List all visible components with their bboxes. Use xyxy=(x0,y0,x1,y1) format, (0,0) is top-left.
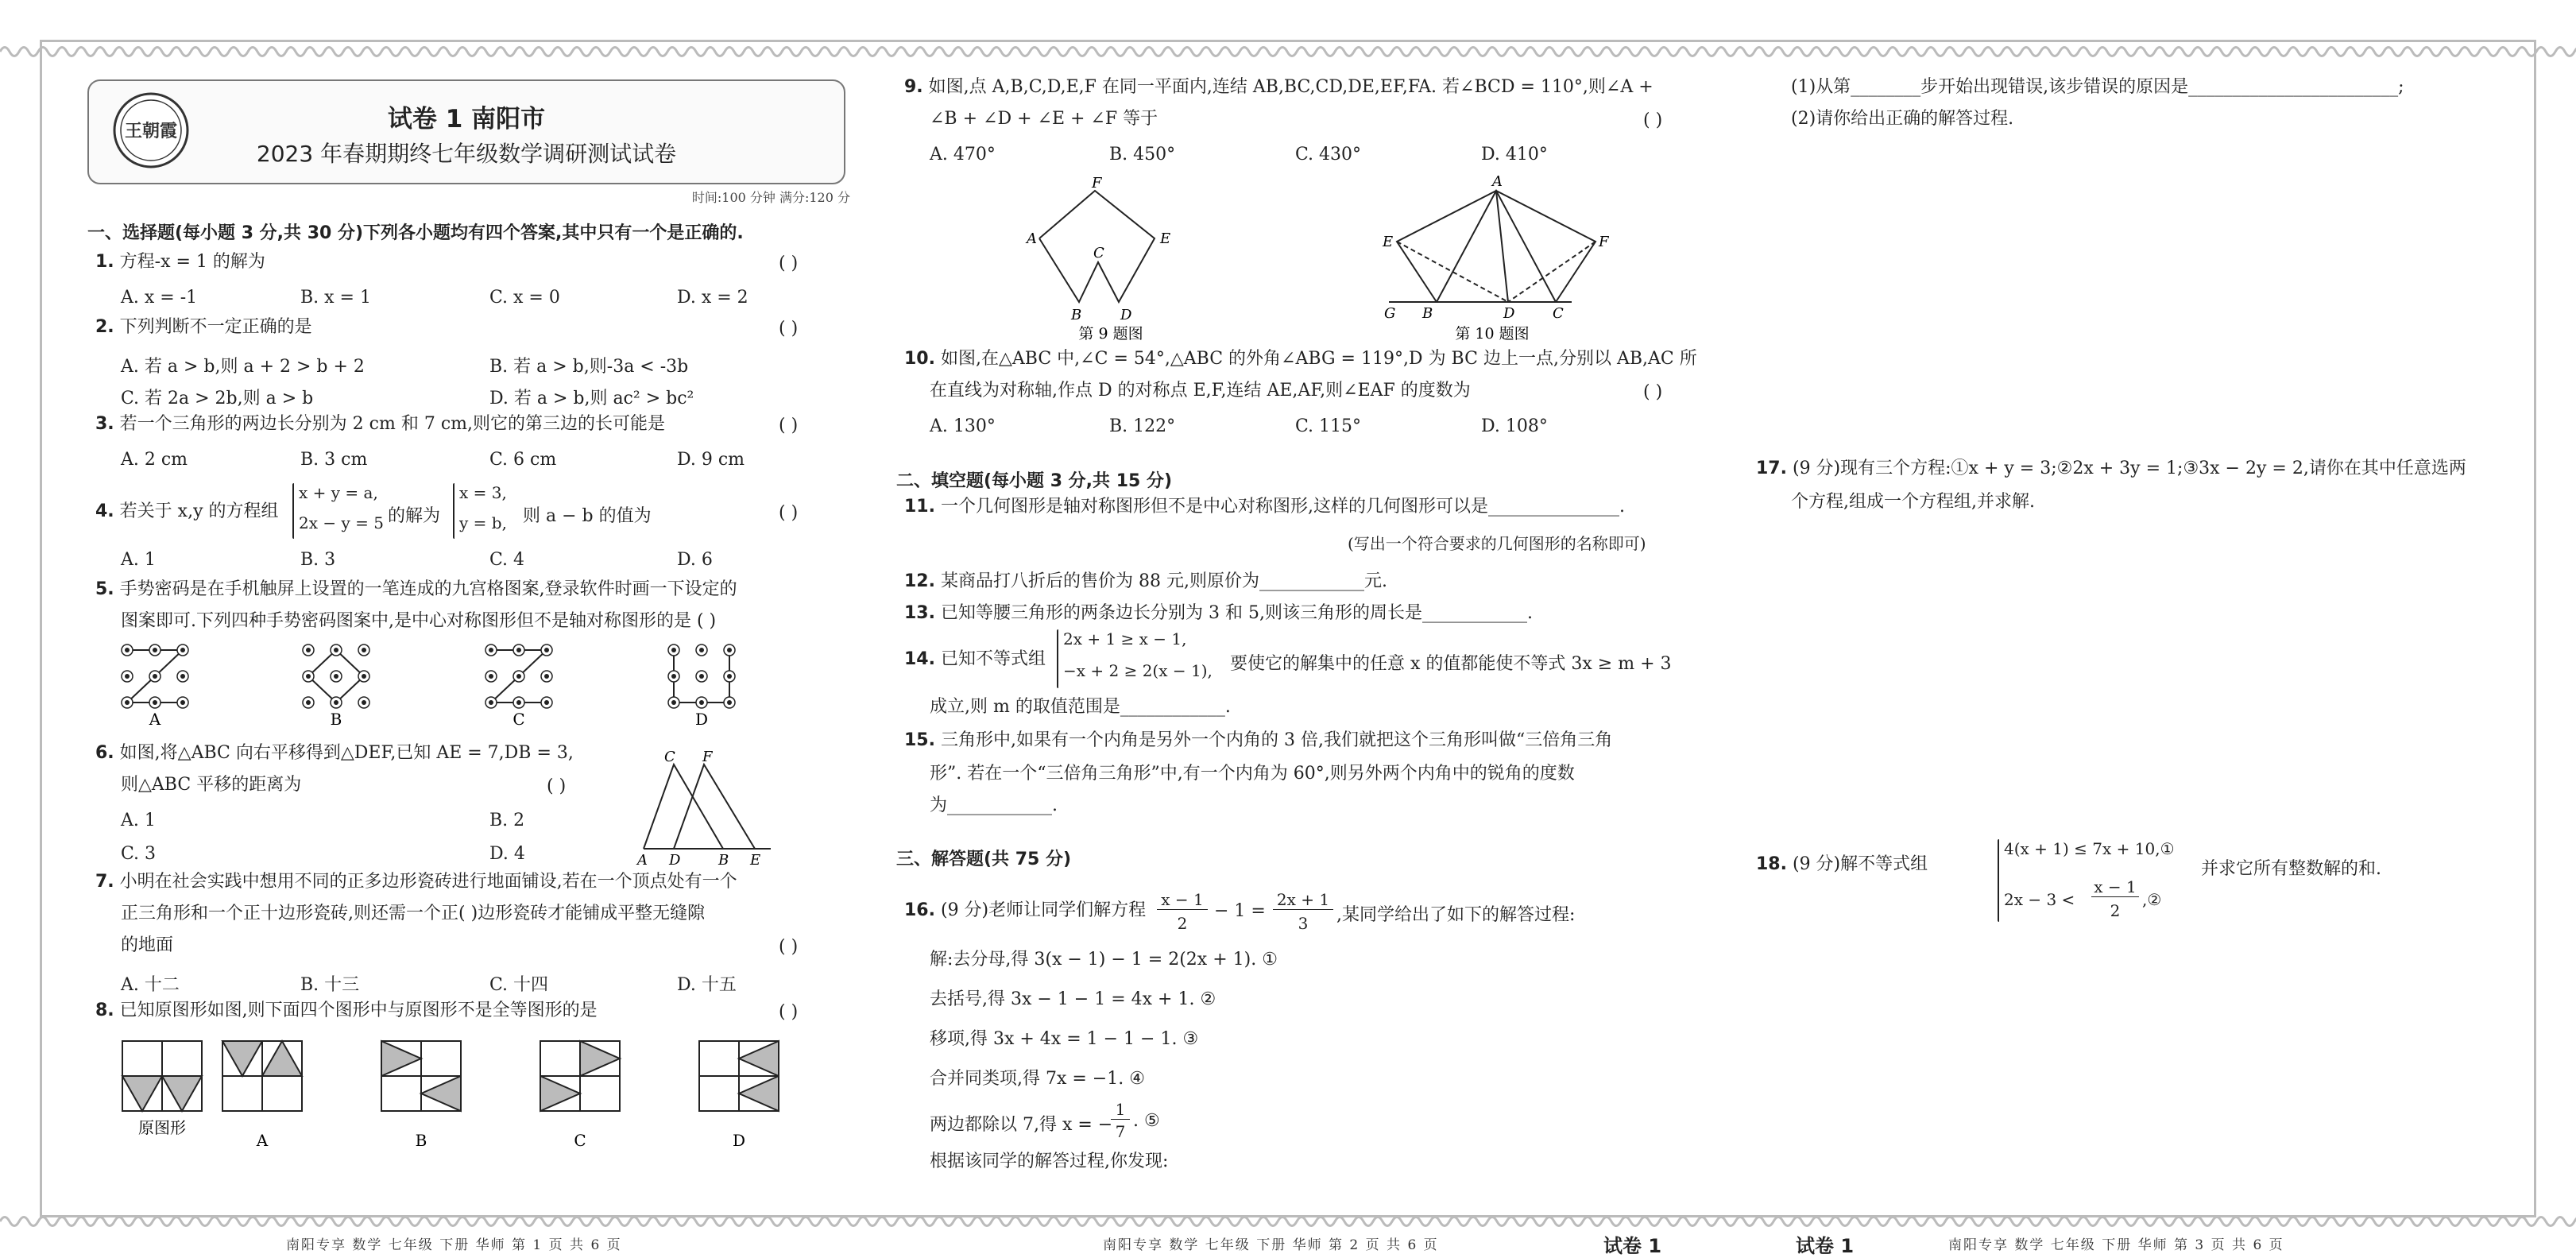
answer-paren: ( ) xyxy=(1643,110,1663,130)
label-b: B xyxy=(415,1131,427,1150)
choice-b: B. 122° xyxy=(1109,416,1176,436)
svg-text:F: F xyxy=(1092,175,1102,192)
solution-eq-1: x = 3, xyxy=(459,483,507,502)
q18-post: 并求它所有整数解的和. xyxy=(2201,859,2381,879)
q-number: 2. xyxy=(95,317,114,337)
title-box xyxy=(87,79,845,184)
question-14-line-2: 成立,则 m 的取值范围是____________. xyxy=(930,697,1231,717)
label-a: A xyxy=(256,1131,269,1150)
system-eq-1: 4(x + 1) ≤ 7x + 10,① xyxy=(2004,839,2175,858)
q-stem: 三角形中,如果有一个内角是另外一个内角的 3 倍,我们就把这个三角形叫做“三倍角三角 xyxy=(940,730,1613,750)
system-brace xyxy=(1057,629,1058,688)
grid-dot-center xyxy=(153,700,157,705)
label-d: D xyxy=(669,852,681,866)
fraction-2-denominator: 3 xyxy=(1298,914,1309,933)
question-8 xyxy=(95,995,598,1027)
q-number: 8. xyxy=(95,1001,114,1020)
q-number: 17. xyxy=(1756,459,1787,478)
question-3 xyxy=(95,408,665,440)
grid-dot-center xyxy=(516,674,521,679)
choice-a: A. 1 xyxy=(121,811,156,830)
q-stem: 已知原图形如图,则下面四个图形中与原图形不是全等图形的是 xyxy=(119,1001,598,1020)
q-stem: 小明在社会实践中想用不同的正多边形瓷砖进行地面铺设,若在一个顶点处有一个 xyxy=(119,872,737,892)
choice-d: D. 9 cm xyxy=(677,450,745,470)
q-stem: 若关于 x,y 的方程组 xyxy=(119,501,279,521)
caption-9: 第 9 题图 xyxy=(1078,325,1143,342)
q-stem: (9 分)现有三个方程:①x + y = 3;②2x + 3y = 1;③3x − 2y = 2,请你在其中任意选两 xyxy=(1792,459,2466,478)
choice-c: C. x = 0 xyxy=(489,288,560,308)
grid-dot-center xyxy=(180,700,185,705)
grid-dot-center xyxy=(125,700,130,705)
question-17-line-2: 个方程,组成一个方程组,并求解. xyxy=(1791,492,2035,512)
label-c: C xyxy=(664,749,675,765)
q-number: 15. xyxy=(904,730,935,750)
solution-prompt: 根据该同学的解答过程,你发现: xyxy=(930,1152,1169,1171)
grid-dot-center xyxy=(180,648,185,652)
choice-d: D. 十五 xyxy=(677,975,737,995)
svg-text:E: E xyxy=(1383,234,1394,250)
question-6-line-2: 则△ABC 平移的距离为 xyxy=(121,775,302,795)
q4-mid: 的解为 xyxy=(388,506,441,526)
grid-dot-center xyxy=(727,648,732,652)
footer-page-3: 南阳专享 数学 七年级 下册 华师 第 3 页 共 6 页 xyxy=(1948,1237,2284,1253)
svg-text:B: B xyxy=(1422,305,1433,322)
question-17 xyxy=(1756,453,2466,485)
q-number: 13. xyxy=(904,603,935,623)
svg-text:G: G xyxy=(1384,305,1396,322)
answer-paren: ( ) xyxy=(547,776,567,796)
choice-c: C. 十四 xyxy=(489,975,549,995)
choice-b: B. 若 a > b,则-3a < -3b xyxy=(489,357,689,377)
label-original: 原图形 xyxy=(138,1118,186,1137)
question-7-line-2: 正三角形和一个正十边形瓷砖,则还需一个正( )边形瓷砖才能铺成平整无缝隙 xyxy=(121,904,706,923)
q-stem: 如图,将△ABC 向右平移得到△DEF,已知 AE = 7,DB = 3, xyxy=(119,743,574,763)
q-number: 6. xyxy=(95,743,114,763)
grid-dot-center xyxy=(671,700,676,705)
logo-text: 王朝霞 xyxy=(124,121,178,141)
svg-text:A: A xyxy=(1492,175,1503,190)
question-12 xyxy=(904,566,1387,598)
solution-brace xyxy=(453,483,454,539)
question-10-line-2: 在直线为对称轴,作点 D 的对称点 E,F,连结 AE,AF,则∠EAF 的度数为 xyxy=(930,381,1471,401)
choice-a: A. 130° xyxy=(930,416,996,436)
choice-a: A. 十二 xyxy=(121,975,180,995)
q-number: 3. xyxy=(95,414,114,434)
grid-dot-center xyxy=(727,700,732,705)
grid-dot-center xyxy=(362,648,366,652)
question-16 xyxy=(904,895,1146,927)
system-eq-2-end: ,② xyxy=(2142,890,2162,909)
choice-d: D. x = 2 xyxy=(677,288,748,308)
answer-paren: ( ) xyxy=(1643,382,1663,402)
question-7-line-3: 的地面 xyxy=(121,935,174,955)
system-eq-2: 2x − y = 5 xyxy=(299,513,384,532)
grid-dot-center xyxy=(671,674,676,679)
grid-dot-center xyxy=(334,674,338,679)
grid-dot-center xyxy=(489,648,493,652)
q16-mid: − 1 = xyxy=(1214,901,1266,921)
label-b: B xyxy=(718,852,729,866)
figure-q9 xyxy=(1015,175,1206,342)
q-number: 12. xyxy=(904,571,935,591)
grid-dot-center xyxy=(544,674,549,679)
q-stem: 某商品打八折后的售价为 88 元,则原价为____________元. xyxy=(940,571,1387,591)
exam-title: 试卷 1 南阳市 xyxy=(387,105,546,134)
solution-step-5: 两边都除以 7,得 x = − xyxy=(930,1115,1113,1135)
q-number: 7. xyxy=(95,872,114,892)
choice-c: C. 430° xyxy=(1295,145,1362,165)
fraction-1-denominator: 2 xyxy=(1177,914,1188,933)
q-stem: 下列判断不一定正确的是 xyxy=(119,317,312,337)
label-a: A xyxy=(149,710,161,729)
grid-dot-center xyxy=(334,648,338,652)
label-c: C xyxy=(512,710,525,729)
section-1-heading: 一、选择题(每小题 3 分,共 30 分)下列各小题均有四个答案,其中只有一个是正确的. xyxy=(87,223,744,243)
grid-dot-center xyxy=(362,700,366,705)
solution-eq-2: y = b, xyxy=(459,513,507,532)
choice-b: B. 十三 xyxy=(300,975,360,995)
question-5-line-2: 图案即可.下列四种手势密码图案中,是中心对称图形但不是轴对称图形的是 ( ) xyxy=(121,611,717,631)
q16-post: ,某同学给出了如下的解答过程: xyxy=(1336,905,1576,925)
section-2-heading: 二、填空题(每小题 3 分,共 15 分) xyxy=(896,471,1173,491)
exam-tag-right: 试卷 1 xyxy=(1603,1235,1662,1257)
label-a: A xyxy=(637,852,648,866)
system-eq-1: 2x + 1 ≥ x − 1, xyxy=(1063,629,1187,648)
footer-page-2: 南阳专享 数学 七年级 下册 华师 第 2 页 共 6 页 xyxy=(1103,1237,1439,1253)
grid-dot-center xyxy=(671,648,676,652)
answer-paren: ( ) xyxy=(779,416,799,435)
system-eq-2: −x + 2 ≥ 2(x − 1), xyxy=(1063,661,1213,680)
svg-text:B: B xyxy=(1071,307,1082,323)
label-b: B xyxy=(330,710,342,729)
gesture-password-figures xyxy=(111,642,826,730)
answer-paren: ( ) xyxy=(779,254,799,273)
q-stem: 手势密码是在手机触屏上设置的一笔连成的九宫格图案,登录软件时画一下设定的 xyxy=(119,579,737,599)
choice-b: B. 3 xyxy=(300,550,336,570)
grid-dot-center xyxy=(727,674,732,679)
question-14 xyxy=(904,644,1046,675)
exam-meta: 时间:100 分钟 满分:120 分 xyxy=(691,190,850,205)
system-eq-1: x + y = a, xyxy=(299,483,378,502)
choice-b: B. 450° xyxy=(1109,145,1176,165)
grid-dot-center xyxy=(306,674,311,679)
solution-step-4: 合并同类项,得 7x = −1. ④ xyxy=(930,1069,1145,1089)
question-11-hint: (写出一个符合要求的几何图形的名称即可) xyxy=(1348,534,1646,553)
question-18 xyxy=(1756,849,1928,881)
choice-c: C. 4 xyxy=(489,550,525,570)
q-number: 5. xyxy=(95,579,114,599)
choice-d: D. 若 a > b,则 ac² > bc² xyxy=(489,389,694,408)
label-d: D xyxy=(732,1131,746,1150)
svg-text:A: A xyxy=(1027,230,1037,247)
choice-a: A. 1 xyxy=(121,550,156,570)
grid-dot-center xyxy=(125,674,130,679)
step-5-numerator: 1 xyxy=(1111,1100,1130,1120)
q-stem: 已知等腰三角形的两条边长分别为 3 和 5,则该三角形的周长是____________. xyxy=(940,603,1533,623)
question-2 xyxy=(95,312,312,343)
question-6 xyxy=(95,737,574,769)
q-number: 4. xyxy=(95,501,114,521)
grid-dot-center xyxy=(153,648,157,652)
grid-dot-center xyxy=(544,648,549,652)
caption-10: 第 10 题图 xyxy=(1455,325,1530,342)
page-1 xyxy=(87,64,850,1253)
choice-c: C. 若 2a > 2b,则 a > b xyxy=(121,389,314,408)
svg-text:E: E xyxy=(1160,230,1171,247)
grid-dot-center xyxy=(125,648,130,652)
fraction-1-numerator: x − 1 xyxy=(1157,890,1208,910)
q-number: 16. xyxy=(904,900,935,920)
translation-triangle-figure xyxy=(628,747,787,866)
step-5-end: . ⑤ xyxy=(1133,1111,1160,1131)
grid-dot-center xyxy=(153,674,157,679)
choice-a: A. 2 cm xyxy=(121,450,188,470)
q-stem: (9 分)解不等式组 xyxy=(1792,854,1928,874)
grid-dot-center xyxy=(180,674,185,679)
choice-a: A. 470° xyxy=(930,145,996,165)
page-3 xyxy=(1756,64,2511,1257)
grid-dot-center xyxy=(699,674,704,679)
grid-dot-center xyxy=(306,648,311,652)
choice-a: A. 若 a > b,则 a + 2 > b + 2 xyxy=(121,357,365,377)
answer-paren: ( ) xyxy=(779,319,799,339)
choice-b: B. 2 xyxy=(489,811,525,830)
q-number: 14. xyxy=(904,649,935,669)
choice-d: D. 108° xyxy=(1481,416,1548,436)
choice-d: D. 4 xyxy=(489,844,525,864)
grid-dot-center xyxy=(516,648,521,652)
page-2 xyxy=(896,64,1707,1257)
question-5 xyxy=(95,574,737,606)
q16-part-2: (2)请你给出正确的解答过程. xyxy=(1791,109,2014,129)
svg-text:C: C xyxy=(1093,245,1104,261)
solution-step-2: 去括号,得 3x − 1 − 1 = 4x + 1. ② xyxy=(930,989,1216,1009)
step-5-denominator: 7 xyxy=(1115,1122,1126,1141)
choice-a: A. x = -1 xyxy=(121,288,198,308)
choice-d: D. 6 xyxy=(677,550,713,570)
congruent-shapes-figures xyxy=(119,1038,818,1157)
q-stem: 如图,在△ABC 中,∠C = 54°,△ABC 的外角∠ABG = 119°,D 为 BC 边上一点,分别以 AB,AC 所 xyxy=(940,349,1697,369)
question-15-line-3: 为____________. xyxy=(930,795,1058,815)
choice-d: D. 410° xyxy=(1481,145,1548,165)
question-1 xyxy=(95,246,265,278)
q-number: 11. xyxy=(904,497,935,517)
answer-paren: ( ) xyxy=(779,1002,799,1022)
grid-dot-center xyxy=(334,700,338,705)
q-stem: (9 分)老师让同学们解方程 xyxy=(940,900,1147,920)
footer-page-1: 南阳专享 数学 七年级 下册 华师 第 1 页 共 6 页 xyxy=(286,1237,622,1253)
solution-step-1: 解:去分母,得 3(x − 1) − 1 = 2(2x + 1). ① xyxy=(930,950,1278,970)
grid-dot-center xyxy=(699,700,704,705)
system-brace xyxy=(292,483,294,539)
question-13 xyxy=(904,598,1533,629)
label-e: E xyxy=(750,852,761,866)
question-10 xyxy=(904,343,1697,375)
fraction-denominator: 2 xyxy=(2110,901,2121,920)
grid-dot-center xyxy=(489,700,493,705)
q-stem: 如图,点 A,B,C,D,E,F 在同一平面内,连结 AB,BC,CD,DE,EF,FA. 若∠BCD = 110°,则∠A + xyxy=(928,77,1654,97)
question-15-line-2: 形”. 若在一个“三倍角三角形”中,有一个内角为 60°,则另外两个内角中的锐角的度数 xyxy=(930,764,1575,784)
grid-dot-center xyxy=(544,700,549,705)
grid-dot-center xyxy=(699,648,704,652)
choice-c: C. 3 xyxy=(121,844,157,864)
system-eq-2: 2x − 3 < xyxy=(2004,890,2075,909)
label-f: F xyxy=(702,749,713,765)
label-d: D xyxy=(694,710,709,729)
choice-b: B. 3 cm xyxy=(300,450,368,470)
answer-paren: ( ) xyxy=(779,937,799,957)
q-stem: 若一个三角形的两边长分别为 2 cm 和 7 cm,则它的第三边的长可能是 xyxy=(119,414,665,434)
system-brace xyxy=(1998,839,1999,922)
fraction-numerator: x − 1 xyxy=(2091,877,2139,897)
q-stem: 已知不等式组 xyxy=(940,649,1046,669)
choice-c: C. 6 cm xyxy=(489,450,557,470)
grid-dot-center xyxy=(362,674,366,679)
figure-q10 xyxy=(1373,175,1611,342)
grid-dot-center xyxy=(489,674,493,679)
svg-text:C: C xyxy=(1553,305,1564,322)
exam-tag-left: 试卷 1 xyxy=(1796,1235,1855,1257)
choice-b: B. x = 1 xyxy=(300,288,371,308)
answer-paren: ( ) xyxy=(779,503,799,523)
q-number: 10. xyxy=(904,349,935,369)
question-4 xyxy=(95,496,279,528)
solution-step-3: 移项,得 3x + 4x = 1 − 1 − 1. ③ xyxy=(930,1029,1199,1049)
svg-text:F: F xyxy=(1599,234,1609,250)
question-15 xyxy=(904,725,1612,757)
grid-dot-center xyxy=(516,700,521,705)
choice-c: C. 115° xyxy=(1295,416,1362,436)
svg-text:D: D xyxy=(1503,305,1515,322)
q14-post: 要使它的解集中的任意 x 的值都能使不等式 3x ≥ m + 3 xyxy=(1230,654,1672,674)
q-number: 1. xyxy=(95,252,114,272)
section-3-heading: 三、解答题(共 75 分) xyxy=(896,850,1072,869)
exam-subtitle: 2023 年春期期终七年级数学调研测试试卷 xyxy=(256,141,677,167)
q4-post: 则 a − b 的值为 xyxy=(523,506,652,526)
question-9-line-2: ∠B + ∠D + ∠E + ∠F 等于 xyxy=(930,109,1158,129)
question-7 xyxy=(95,866,737,898)
q-stem: 方程-x = 1 的解为 xyxy=(119,252,265,272)
q-number: 18. xyxy=(1756,854,1787,874)
q-stem: 一个几何图形是轴对称图形但不是中心对称图形,这样的几何图形可以是_______________. xyxy=(940,497,1625,517)
grid-dot-center xyxy=(306,700,311,705)
q-number: 9. xyxy=(904,77,923,97)
question-11 xyxy=(904,491,1625,523)
fraction-2-numerator: 2x + 1 xyxy=(1273,890,1333,910)
question-9 xyxy=(904,72,1654,103)
svg-text:D: D xyxy=(1120,307,1132,323)
q16-part-1: (1)从第________步开始出现错误,该步错误的原因是________________________; xyxy=(1791,77,2404,97)
label-c: C xyxy=(574,1131,586,1150)
